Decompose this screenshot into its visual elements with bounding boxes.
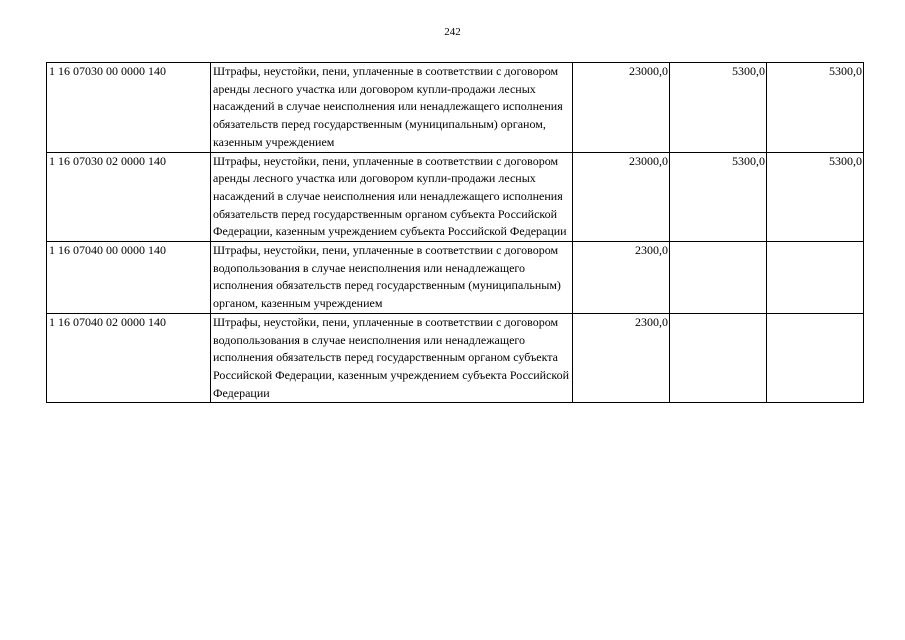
amount-cell-3 (767, 313, 864, 403)
amount-cell-1: 2300,0 (573, 242, 670, 314)
amount-cell-2 (670, 242, 767, 314)
revenue-description-cell: Штрафы, неустойки, пени, уплаченные в соответствии с договором водопользования в случае неисполнения или ненадлежащего исполнения обязательств перед государственным (муниципальным) органом, казенным учреждением (211, 242, 573, 314)
page-number: 242 (444, 26, 461, 38)
amount-cell-2: 5300,0 (670, 63, 767, 153)
table-row (47, 242, 864, 314)
revenue-code-cell: 1 16 07040 00 0000 140 (47, 242, 211, 314)
amount-cell-3: 5300,0 (767, 152, 864, 242)
amount-cell-3: 5300,0 (767, 63, 864, 153)
revenue-description-cell: Штрафы, неустойки, пени, уплаченные в соответствии с договором аренды лесного участка или договором купли-продажи лесных насаждений в случае неисполнения или ненадлежащего исполнения обязательств перед государственным (муниципальным) органом, казенным учреждением (211, 63, 573, 153)
amount-cell-1: 2300,0 (573, 313, 670, 403)
revenue-code-cell: 1 16 07030 00 0000 140 (47, 63, 211, 153)
budget-revenue-table (46, 62, 864, 403)
amount-cell-1: 23000,0 (573, 152, 670, 242)
amount-cell-1: 23000,0 (573, 63, 670, 153)
table-row (47, 152, 864, 242)
revenue-description-cell: Штрафы, неустойки, пени, уплаченные в соответствии с договором водопользования в случае неисполнения или ненадлежащего исполнения обязательств перед государственным органом субъекта Российской Федерации, казенным учреждением субъекта Российской Федерации (211, 313, 573, 403)
table-row (47, 313, 864, 403)
table-row (47, 63, 864, 153)
revenue-code-cell: 1 16 07040 02 0000 140 (47, 313, 211, 403)
amount-cell-3 (767, 242, 864, 314)
amount-cell-2 (670, 313, 767, 403)
amount-cell-2: 5300,0 (670, 152, 767, 242)
revenue-description-cell: Штрафы, неустойки, пени, уплаченные в соответствии с договором аренды лесного участка или договором купли-продажи лесных насаждений в случае неисполнения или ненадлежащего исполнения обязательств перед государственным органом субъекта Российской Федерации, казенным учреждением субъекта Российской Федерации (211, 152, 573, 242)
revenue-code-cell: 1 16 07030 02 0000 140 (47, 152, 211, 242)
